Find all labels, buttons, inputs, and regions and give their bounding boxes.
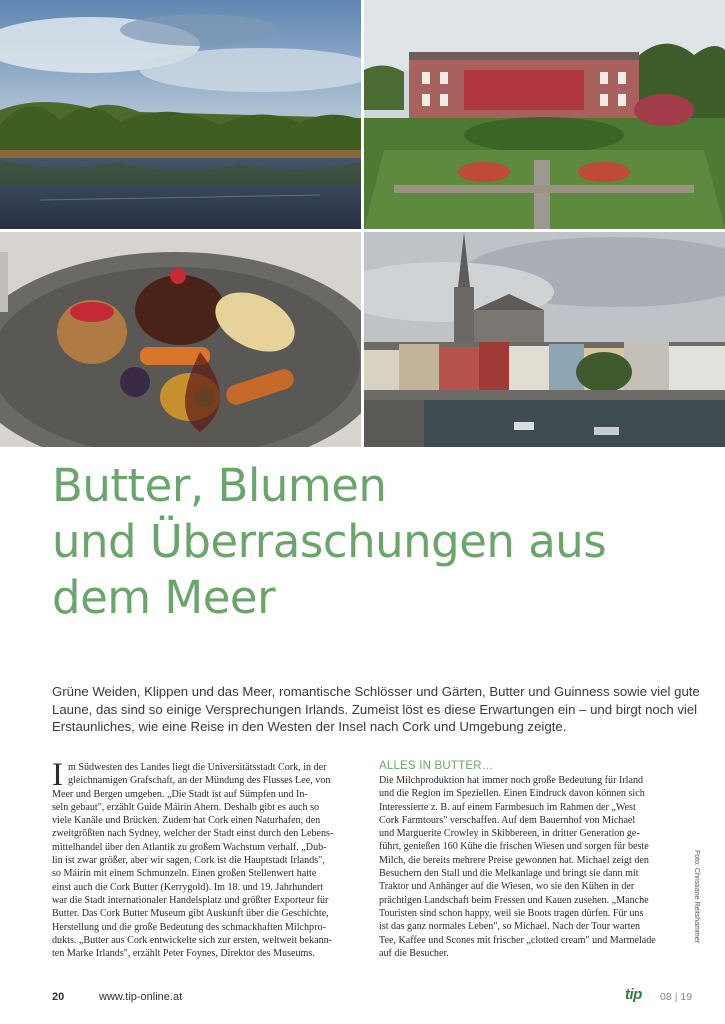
lead-line-2: Laune, das sind so einige Versprechungen Irlands. Zumeist löst es diese Erwartungen ein – und birgt noch viel — [52, 701, 698, 717]
drop-cap: I — [52, 757, 63, 793]
article-lead — [52, 683, 700, 736]
photo-credit: Foto: Christiane Reitshammer — [693, 850, 700, 943]
body-line: Milch, die bereits mehrere Preise gewonnen hat. Michael zeigt den — [379, 854, 649, 866]
photo-lake-landscape — [0, 0, 361, 229]
issue-number — [660, 991, 692, 1003]
body-line: Butter. Das Cork Butter Museum gibt Auskunft über die Geschichte, — [52, 908, 329, 920]
body-line: viele Kanäle und Brücken. Zudem hat Cork einen Naturhafen, den — [52, 815, 321, 827]
lead-line-3: Erstaunliches, wie eine Reise in den Westen der Insel nach Cork und Umgebung zeigte. — [52, 719, 567, 734]
body-line: einst auch die Cork Butter (Kerrygold). Im 18. und 19. Jahrhundert — [52, 881, 324, 893]
body-line: auf die Besucher. — [379, 947, 449, 959]
headline-line-1: Butter, Blumen — [52, 459, 387, 512]
body-line: Interessierte z. B. auf einem Farmbesuch im Rahmen der „West — [379, 801, 636, 813]
body-line: war die Stadt internationaler Handelsplatz und größter Exporteur für — [52, 894, 329, 906]
issue-year: 19 — [680, 991, 693, 1003]
body-line: Touristen sind schon happy, weil sie Boots tragen dürfen. Für uns — [379, 907, 644, 919]
body-line: und die Region im Speziellen. Einen Eindruck davon können sich — [379, 788, 645, 800]
body-line: m Südwesten des Landes liegt die Universitätsstadt Cork, in der — [68, 762, 327, 773]
body-line: Besuchern den Stall und die Melkanlage und bringt sie dann mit — [379, 868, 639, 880]
body-line: mittelhandel über den Atlantik zu großem Wachstum verhalf. „Dub- — [52, 841, 327, 853]
body-line: Herstellung und die große Bedeutung des schmackhaften Milchpro- — [52, 921, 326, 933]
body-line: und Marguerite Crowley in Skibbereen, in dritter Generation ge- — [379, 828, 640, 840]
body-line: Traktor und Anhänger auf die Wiesen, wo sie den Kühen in der — [379, 881, 635, 893]
body-line: so Máirín mit einem Schmunzeln. Einen großen Stellenwert hatte — [52, 868, 317, 880]
headline-line-2: und Überraschungen aus — [52, 515, 607, 568]
body-line: Cork Farmtours" verschaffen. Auf dem Bauernhof von Michael — [379, 814, 636, 826]
page-number: 20 — [52, 991, 65, 1003]
photo-castle-garden — [364, 0, 725, 229]
photo-harbour-town-cathedral — [364, 232, 725, 447]
body-line: prächtigen Landschaft beim Fressen und Kauen zusehen. „Manche — [379, 894, 649, 906]
headline-line-3: dem Meer — [52, 571, 276, 624]
body-line: lin ist zwar größer, aber wir sagen, Cork ist die Hauptstadt Irlands", — [52, 855, 325, 867]
body-column-2 — [379, 774, 693, 960]
body-line: Die Milchproduktion hat immer noch große Bedeutung für Irland — [379, 775, 644, 786]
body-line: führt, genießen 160 Kühe die frischen Wiesen und sorgen für beste — [379, 841, 649, 853]
section-heading: ALLES IN BUTTER… — [379, 760, 494, 772]
article-headline — [52, 458, 692, 626]
body-line: Tee, Kaffee und Scones mit frischer „clotted cream" und Marmelade — [379, 934, 656, 946]
body-line: zweitgrößten nach Sydney, welcher der Stadt einst durch den Lebens- — [52, 828, 334, 840]
body-line: seln gebaut", erzählt Guide Máirín Ahern. Deshalb gibt es auch so — [52, 801, 320, 813]
body-column-1 — [52, 757, 362, 960]
issue-separator: | — [674, 991, 678, 1003]
body-line: gleichnamigen Grafschaft, an der Mündung des Flusses Lee, von — [68, 775, 331, 787]
website-link[interactable]: www.tip-online.at — [99, 991, 183, 1003]
magazine-logo: tip — [625, 986, 642, 1003]
body-line: Meer und Bergen umgeben. „Die Stadt ist auf Sümpfen und In- — [52, 788, 308, 800]
body-line: ist das ganz normales Leben", so Michael. Nach der Tour warten — [379, 921, 641, 933]
photo-dinner-plate — [0, 232, 361, 447]
lead-line-1: Grüne Weiden, Klippen und das Meer, romantische Schlösser und Gärten, Butter und Guinness sowie viel gute — [52, 684, 700, 699]
issue-month: 08 — [660, 991, 672, 1003]
body-line: dukts. „Butter aus Cork entwickelte sich zur ersten, weltweit bekann- — [52, 934, 333, 946]
body-line: ten Marke Irlands", erzählt Peter Foynes, Direktor des Museums. — [52, 948, 315, 960]
